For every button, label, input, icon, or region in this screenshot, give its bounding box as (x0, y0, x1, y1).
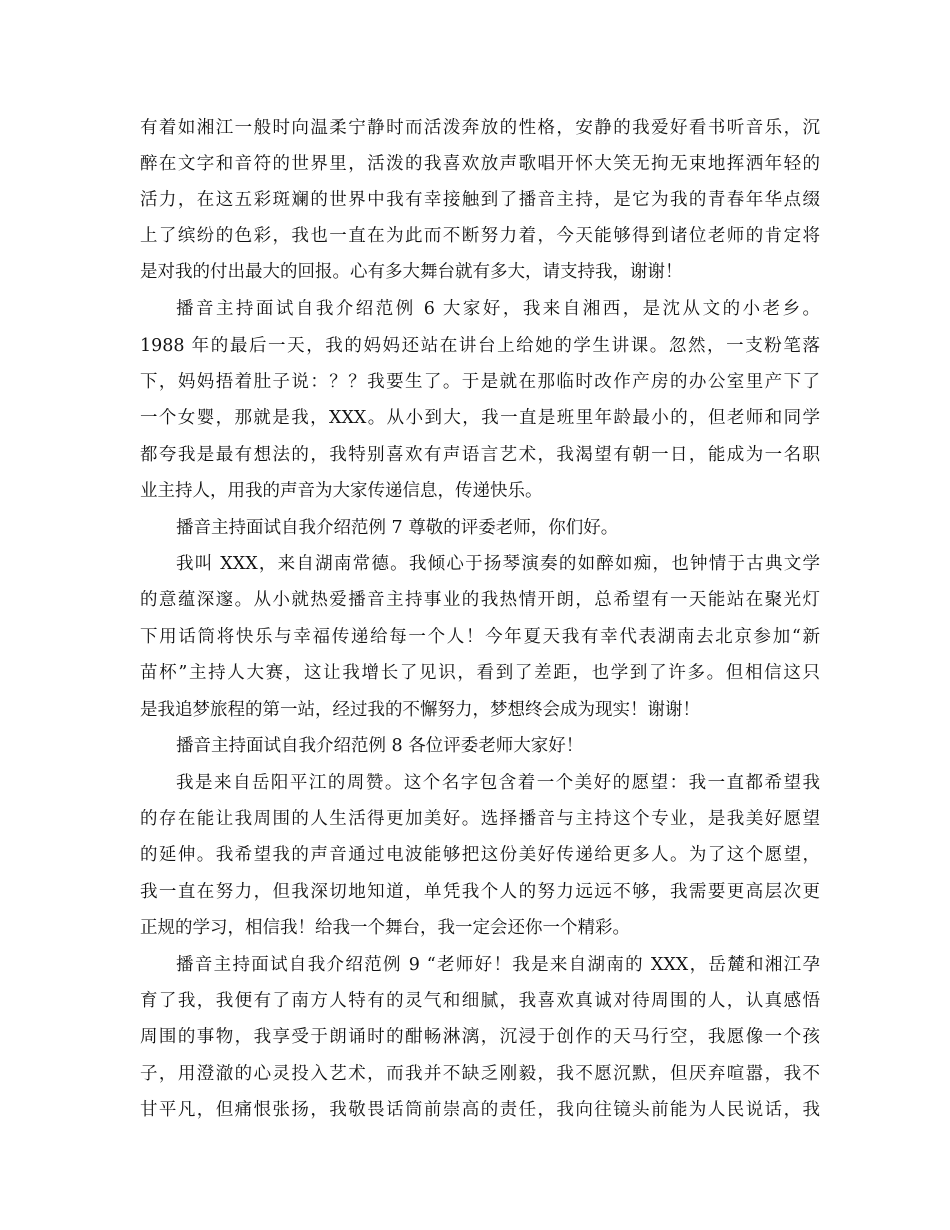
text-line: 我叫 XXX，来自湖南常德。我倾心于扬琴演奏的如醉如痴，也钟情于古典文学 (176, 554, 820, 574)
text-line: 业主持人，用我的声音为大家传递信息，传递快乐。 (140, 481, 543, 501)
text-line: 活力，在这五彩斑斓的世界中我有幸接触到了播音主持，是它为我的青春年华点缀 (140, 190, 820, 210)
text-line: 的存在能让我周围的人生活得更加美好。选择播音与主持这个专业，是我美好愿望 (140, 809, 820, 829)
text-line: 下，妈妈捂着肚子说：？？我要生了。于是就在那临时改作产房的办公室里产下了 (140, 372, 820, 392)
text-line: 育了我，我便有了南方人特有的灵气和细腻，我喜欢真诚对待周围的人，认真感悟 (140, 991, 820, 1011)
text-line: 是对我的付出最大的回报。心有多大舞台就有多大，请支持我，谢谢！ (140, 262, 683, 282)
section-heading-9: 播音主持面试自我介绍范例 9 “老师好！我是来自湖南的 XXX，岳麓和湘江孕 (176, 955, 820, 975)
text-line: 我一直在努力，但我深切地知道，单凭我个人的努力远远不够，我需要更高层次更 (140, 882, 820, 902)
text-line: 我是来自岳阳平江的周赞。这个名字包含着一个美好的愿望：我一直都希望我 (176, 773, 820, 793)
text-line: 下用话筒将快乐与幸福传递给每一个人！今年夏天我有幸代表湖南去北京参加“新 (140, 627, 820, 647)
text-line: 的延伸。我希望我的声音通过电波能够把这份美好传递给更多人。为了这个愿望， (140, 845, 820, 865)
section-heading-6: 播音主持面试自我介绍范例 6 大家好，我来自湘西，是沈从文的小老乡。 (176, 299, 820, 319)
text-line: 是我追梦旅程的第一站，经过我的不懈努力，梦想终会成为现实！谢谢！ (140, 700, 700, 720)
text-line: 周围的事物，我享受于朗诵时的酣畅淋漓，沉浸于创作的天马行空，我愿像一个孩 (140, 1027, 820, 1047)
text-line: 一个女婴，那就是我，XXX。从小到大，我一直是班里年龄最小的，但老师和同学 (140, 408, 820, 428)
text-line: 上了缤纷的色彩，我也一直在为此而不断努力着，今天能够得到诸位老师的肯定将 (140, 226, 820, 246)
section-heading-7: 播音主持面试自我介绍范例 7 尊敬的评委老师，你们好。 (176, 518, 619, 538)
text-line: 醉在文字和音符的世界里，活泼的我喜欢放声歌唱开怀大笑无拘无束地挥洒年轻的 (140, 154, 820, 174)
text-line: 的意蕴深邃。从小就热爱播音主持事业的我热情开朗，总希望有一天能站在聚光灯 (140, 590, 820, 610)
text-line: 苗杯”主持人大赛，这让我增长了见识，看到了差距，也学到了许多。但相信这只 (140, 663, 820, 683)
text-line: 正规的学习，相信我！给我一个舞台，我一定会还你一个精彩。 (140, 918, 630, 938)
section-heading-8: 播音主持面试自我介绍范例 8 各位评委老师大家好！ (176, 736, 584, 756)
text-line: 1988 年的最后一天，我的妈妈还站在讲台上给她的学生讲课。忽然，一支粉笔落 (140, 336, 820, 356)
text-line: 子，用澄澈的心灵投入艺术，而我并不缺乏刚毅，我不愿沉默，但厌弃喧嚣，我不 (140, 1064, 820, 1084)
text-line: 甘平凡，但痛恨张扬，我敬畏话筒前崇高的责任，我向往镜头前能为人民说话，我 (140, 1100, 820, 1120)
text-line: 有着如湘江一般时向温柔宁静时而活泼奔放的性格，安静的我爱好看书听音乐，沉 (140, 118, 820, 138)
text-line: 都夸我是最有想法的，我特别喜欢有声语言艺术，我渴望有朝一日，能成为一名职 (140, 445, 820, 465)
